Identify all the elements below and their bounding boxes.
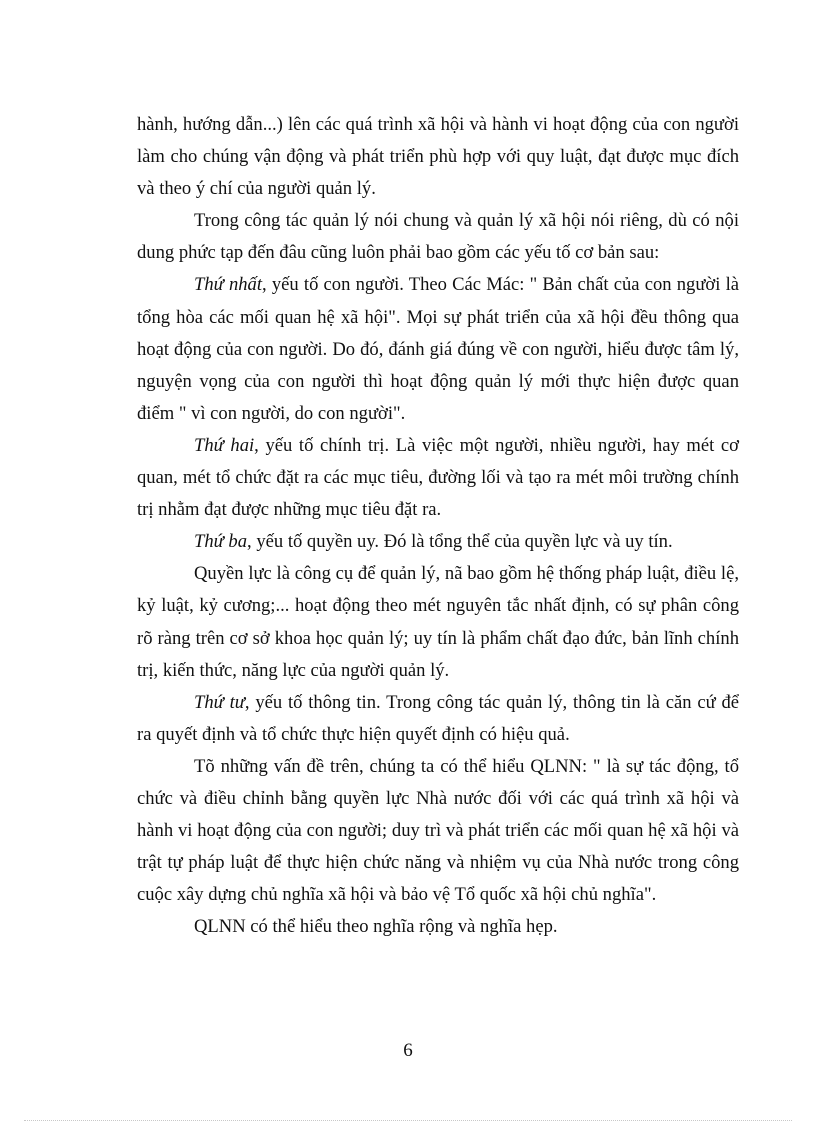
page-number: 6 (403, 1040, 413, 1061)
paragraph-authority-factor (137, 526, 739, 558)
paragraph-basic-elements-intro: Trong công tác quản lý nói chung và quản lý xã hội nói riêng, dù có nội dung phức tạp đến đâu cũng luôn phải bao gồm các yếu tố cơ bản sau: (137, 210, 739, 264)
paragraph-qlnn-scope: QLNN có thể hiểu theo nghĩa rộng và nghĩa hẹp. (194, 916, 558, 938)
paragraph-human-factor (137, 269, 739, 429)
paragraph-information-factor-text: , yếu tố thông tin. Trong công tác quản lý, thông tin là căn cứ để ra quyết định và tổ chức thực hiện quyết định có hiệu quả. (137, 691, 739, 745)
paragraph-political-factor-text: , yếu tố chính trị. Là việc một người, nhiều người, hay mét cơ quan, mét tổ chức đặt ra các mục tiêu, đường lối và tạo ra mét môi trường chính trị nhằm đạt được những mục tiêu đặt ra. (137, 434, 740, 521)
lead-third: Thứ ba (194, 531, 248, 553)
paragraph-information-factor (137, 687, 739, 751)
lead-first: Thứ nhất (194, 274, 263, 296)
paragraph-qlnn-definition: Tõ những vấn đề trên, chúng ta có thể hiểu QLNN: " là sự tác động, tổ chức và điều chỉnh bằng quyền lực Nhà nước đối với các quá trình xã hội và hành vi hoạt động của con người; duy trì và phát triển các mối quan hệ xã hội và trật tự pháp luật để thực hiện chức năng và nhiệm vụ của Nhà nước trong công cuộc xây dựng chủ nghĩa xã hội và bảo vệ Tổ quốc xã hội chủ nghĩa". (137, 755, 739, 906)
body-text (137, 109, 739, 943)
paragraph-power-definition: Quyền lực là công cụ để quản lý, nã bao gồm hệ thống pháp luật, điều lệ, kỷ luật, kỷ cương;... hoạt động theo mét nguyên tắc nhất định, có sự phân công rõ ràng trên cơ sở khoa học quản lý; uy tín là phẩm chất đạo đức, bản lĩnh chính trị, kiến thức, năng lực của người quản lý. (137, 563, 739, 681)
paragraph-authority-factor-text: , yếu tố quyền uy. Đó là tổng thể của quyền lực và uy tín. (247, 531, 673, 553)
paragraph-political-factor (137, 430, 739, 526)
paragraph-human-factor-text: , yếu tố con người. Theo Các Mác: " Bản chất của con người là tổng hòa các mối quan hệ xã hội". Mọi sự phát triển của xã hội đều thông qua hoạt động của con người. Do đó, đánh giá đúng về con người, hiểu được tâm lý, nguyện vọng của con người thì hoạt động quản lý mới thực hiện được quan điểm " vì con người, do con người". (137, 274, 739, 424)
lead-second: Thứ hai (194, 434, 255, 456)
lead-fourth: Thứ tư (194, 691, 245, 713)
footer-divider (24, 1120, 792, 1121)
paragraph-continuation: hành, hướng dẫn...) lên các quá trình xã hội và hành vi hoạt động của con người làm cho chúng vận động và phát triển phù hợp với quy luật, đạt được mục đích và theo ý chí của người quản lý. (137, 114, 739, 200)
